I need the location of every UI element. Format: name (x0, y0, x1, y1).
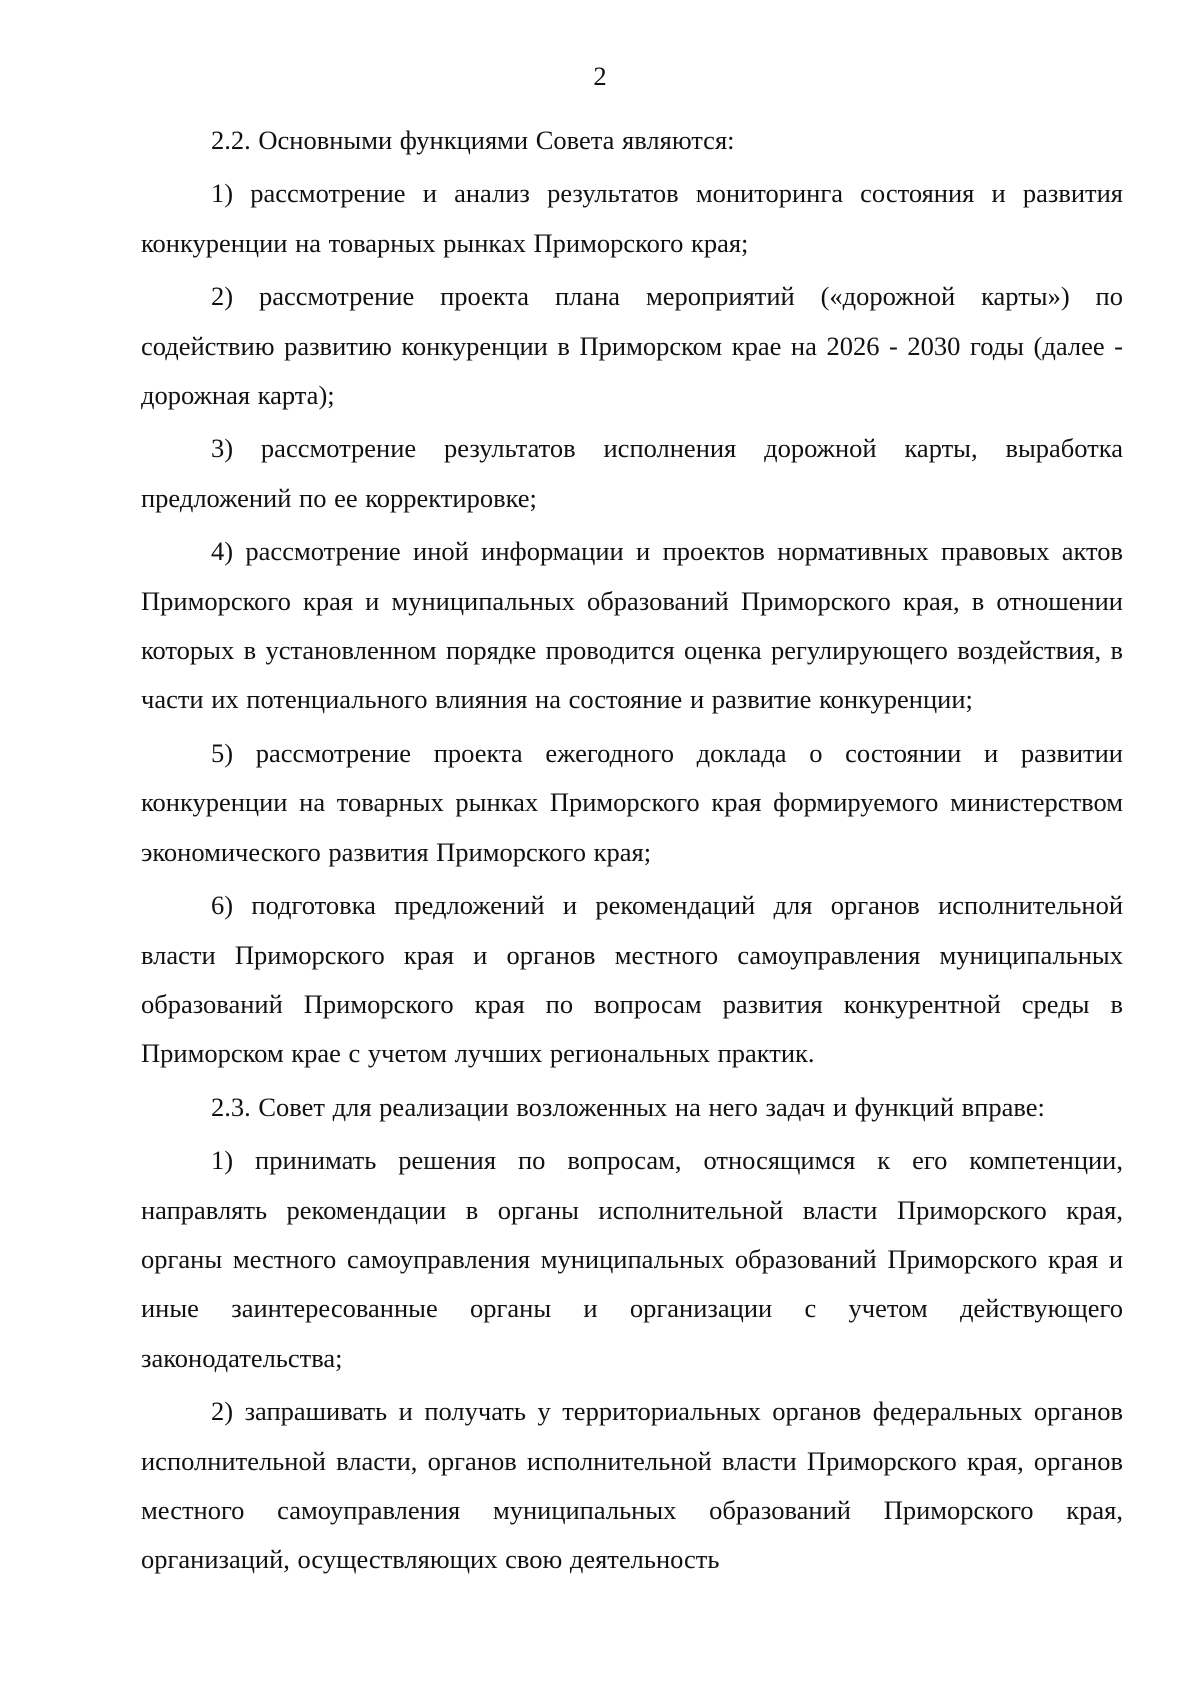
document-body (141, 116, 1123, 1589)
right-item-2: 2) запрашивать и получать у территориальных органов федеральных органов исполнительной власти, органов исполнительной власти Приморского края, органов местного самоуправления муниципальных образований Приморского края, организаций, осуществляющих свою деятельность (141, 1396, 1123, 1575)
function-item-6: 6) подготовка предложений и рекомендаций для органов исполнительной власти Приморского края и органов местного самоуправления муниципальных образований Приморского края по вопросам развития конкурентной среды в Приморском крае с учетом лучших региональных практик. (141, 890, 1123, 1069)
section-2-2-heading: 2.2. Основными функциями Совета являются: (211, 125, 735, 155)
section-2-3-heading: 2.3. Совет для реализации возложенных на него задач и функций вправе: (211, 1091, 1045, 1122)
function-item-2: 2) рассмотрение проекта плана мероприятий («дорожной карты») по содействию развитию конкуренции в Приморском крае на 2026 - 2030 годы (далее - дорожная карта); (141, 281, 1123, 411)
function-item-3: 3) рассмотрение результатов исполнения дорожной карты, выработка предложений по ее корректировке; (141, 433, 1123, 513)
function-item-5: 5) рассмотрение проекта ежегодного доклада о состоянии и развитии конкуренции на товарных рынках Приморского края формируемого министерством экономического развития Приморского края; (141, 737, 1123, 867)
page-number: 2 (593, 61, 607, 91)
right-item-1: 1) принимать решения по вопросам, относящимся к его компетенции, направлять рекомендации в органы исполнительной власти Приморского края, органы местного самоуправления муниципальных образований Приморского края и иные заинтересованные органы и организации с учетом действующего законодательства; (141, 1145, 1123, 1373)
function-item-1: 1) рассмотрение и анализ результатов мониторинга состояния и развития конкуренции на товарных рынках Приморского края; (141, 178, 1123, 258)
function-item-4: 4) рассмотрение иной информации и проектов нормативных правовых актов Приморского края и муниципальных образований Приморского края, в отношении которых в установленном порядке проводится оценка регулирующего воздействия, в части их потенциального влияния на состояние и развитие конкуренции; (141, 536, 1123, 715)
